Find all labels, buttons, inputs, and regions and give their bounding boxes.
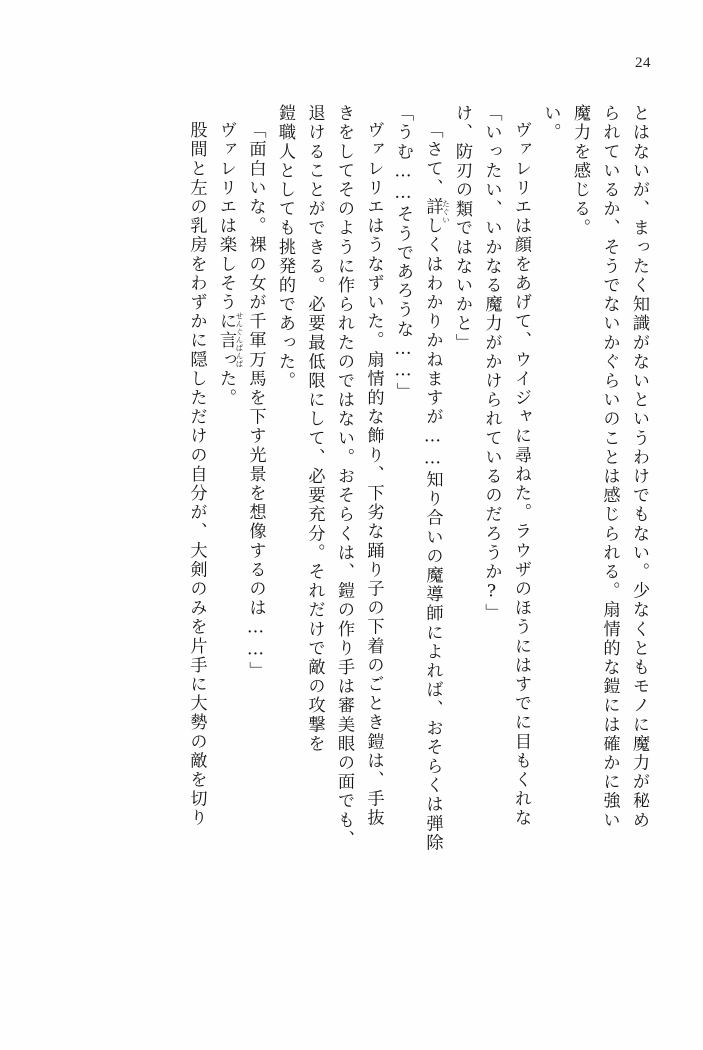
text-line: い。	[540, 104, 561, 143]
text-line: 魔力を感じる。	[570, 104, 590, 238]
ruby-annotation	[235, 312, 266, 389]
ruby-base: 類	[452, 199, 472, 219]
text-line: 「さて、詳しくはわかりかねますが……知り合いの魔導師によれば、おそらくは弾除	[422, 121, 443, 853]
text-line: 鎧職人としても挑発的であった。	[275, 104, 295, 391]
vertical-text-body	[56, 104, 647, 984]
text-line: 退けることができる。必要最低限にして、必要充分。それだけで敵の攻撃を	[304, 104, 325, 754]
text-line: 「うむ……そうであろうな……」	[393, 104, 413, 402]
text-line: け、防刃の類 たぐい ではないかと」	[441, 104, 472, 353]
text-line: きをしてそのように作られたのではない。おそらくは、鎧の作り手は審美眼の面でも、	[334, 104, 354, 849]
ruby-base: 千軍万馬	[245, 312, 266, 389]
text-line: ヴァレリエは顔をあげて、ウイジャに尋ねた。ラウザのほうにはすでに目もくれな	[511, 121, 531, 828]
text-line: ヴァレリエは楽しそうに言った。	[216, 121, 236, 408]
text-line: 「いったい、いかなる魔力がかけられているのだろうか?」	[481, 104, 502, 623]
page-number: 24	[635, 55, 651, 71]
ruby-text: せんぐんばんば	[235, 312, 244, 368]
text-line: とはないが、まったく知識がないというわけでもない。少なくともモノに魔力が秘め	[629, 104, 649, 830]
ruby-annotation	[441, 199, 472, 224]
text-line: 「面白いな。裸の女が千軍万馬 せんぐんばんば を下す光景を想像するのは……」	[235, 121, 266, 681]
text-line: 股間と左の乳房をわずかに隠しただけの自分が、大剣のみを片手に大勢の敵を切り	[186, 121, 207, 828]
ruby-text: たぐい	[441, 199, 451, 224]
text-line: られているか、そうでないかぐらいのことは感じられる。扇情的な鎧には確かに強い	[599, 104, 620, 830]
text-line: ヴァレリエはうなずいた。扇情的な飾り、下劣な踊り子の下着のごとき鎧は、手抜	[363, 121, 384, 828]
